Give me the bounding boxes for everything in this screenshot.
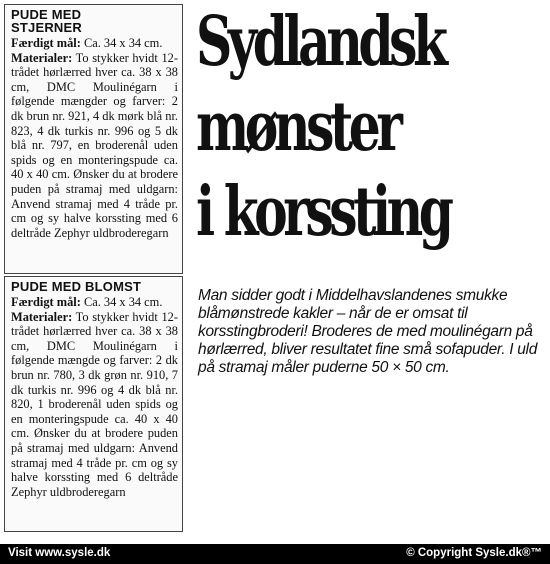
- headline-line2: mønster: [196, 87, 399, 167]
- footer-copyright: © Copyright Sysle.dk®™: [406, 547, 542, 559]
- materials-label: Materialer:: [11, 50, 73, 65]
- materials-label: Materialer:: [11, 309, 73, 324]
- size-label: Færdigt mål:: [11, 295, 81, 309]
- size-paragraph: [11, 295, 178, 310]
- size-value: Ca. 34 x 34 cm.: [80, 295, 163, 309]
- box-title: [11, 8, 178, 34]
- materials-text: To stykker hvidt 12-trådet hørlærred hver ca. 38 x 38 cm, DMC Moulinégarn i følgende mængder og farver: 2 dk brun nr. 921, 4 dk mørk blå nr. 823, 4 dk turkis nr. 996 og 5 dk blå nr. 797, en broderenål uden spids og en monteringspude ca. 40 x 40 cm. Ønsker du at brodere puden på stramaj med uldgarn: Anvend stramaj med 4 tråde pr. cm og sy halve korssting med 6 deltråde Zephyr uldbroderegarn: [11, 50, 178, 240]
- size-label: Færdigt mål:: [11, 36, 81, 50]
- headline-line1: Sydlandsk: [196, 2, 444, 82]
- box-title-line2: STJERNER: [11, 20, 82, 35]
- article-lead: Man sidder godt i Middelhavslandenes smukke blåmønstrede kakler – når de er omsat til korsstingbroderi! Broderes de med moulinégarn på hørlærred, bliver resultatet fine små sofapuder. I uld på stramaj måler puderne 50 × 50 cm.: [198, 287, 538, 376]
- pattern-box-stars: [4, 4, 183, 274]
- box-title-line1: PUDE MED: [11, 7, 82, 22]
- size-value: Ca. 34 x 34 cm.: [80, 36, 163, 50]
- article-headline: [196, 2, 455, 257]
- materials-text: To stykker hvidt 12-trådet hørlærred hver ca. 38 x 38 cm, DMC Moulinégarn i følgende mængde og farver: 2 dk brun nr. 780, 3 dk grøn nr. 910, 7 dk turkis nr. 996 og 4 dk blå nr. 820, 1 broderenål uden spids og en monteringspude ca. 40 x 40 cm. Ønsker du at brodere puden på stramaj med uldgarn: Anvend stramaj med 4 tråde pr. cm og sy halve korssting med 6 deltråde Zephyr uldbroderegarn: [11, 309, 178, 499]
- footer-bar: [0, 544, 550, 564]
- size-paragraph: [11, 36, 178, 51]
- pattern-box-flower: [4, 276, 183, 532]
- box-title: PUDE MED BLOMST: [11, 279, 142, 294]
- headline-line3: i korssting: [196, 172, 450, 252]
- footer-link[interactable]: Visit www.sysle.dk: [8, 547, 111, 559]
- materials-paragraph: [11, 51, 178, 241]
- materials-paragraph: [11, 310, 178, 500]
